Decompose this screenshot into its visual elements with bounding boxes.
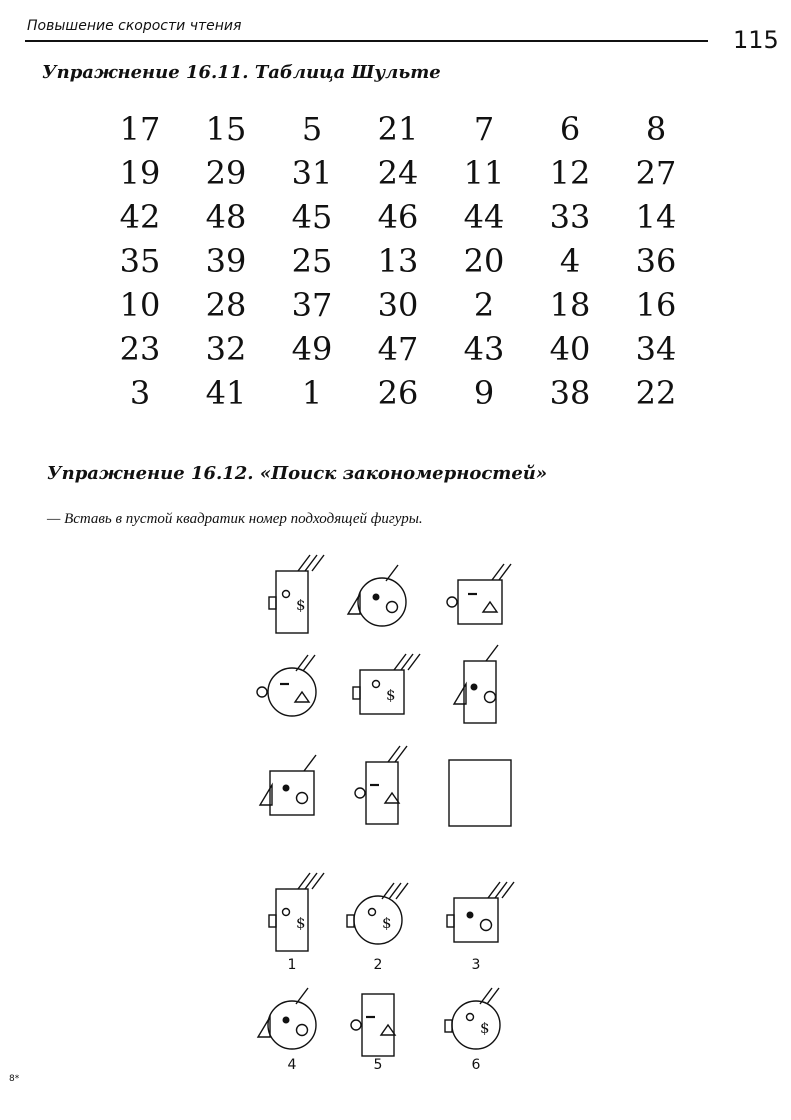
answer-figure — [258, 988, 316, 1049]
schulte-cell: 6 — [559, 110, 581, 148]
schulte-cell: 8 — [645, 110, 667, 148]
running-title: Повышение скорости чтения — [27, 18, 242, 34]
schulte-cell: 14 — [635, 198, 677, 236]
schulte-cell: 49 — [291, 330, 333, 368]
schulte-cell: 20 — [463, 242, 505, 280]
answer-number: 5 — [373, 1057, 383, 1073]
schulte-cell: 43 — [463, 330, 505, 368]
schulte-cell: 24 — [377, 154, 419, 192]
schulte-cell: 10 — [119, 286, 161, 324]
schulte-cell: 13 — [377, 242, 419, 280]
schulte-cell: 16 — [635, 286, 677, 324]
empty-answer-box — [449, 760, 511, 826]
schulte-cell: 30 — [377, 286, 419, 324]
schulte-cell: 9 — [473, 374, 495, 412]
schulte-cell: 19 — [119, 154, 161, 192]
answer-number: 3 — [471, 957, 481, 973]
schulte-cell: 23 — [119, 330, 161, 368]
puzzle-figure — [454, 645, 498, 723]
schulte-cell: 41 — [205, 374, 247, 412]
schulte-cell: 40 — [549, 330, 591, 368]
schulte-cell: 35 — [119, 242, 161, 280]
dollar-glyph: $ — [382, 914, 392, 932]
schulte-cell: 7 — [473, 110, 495, 148]
schulte-cell: 29 — [205, 154, 247, 192]
signature-mark: 8* — [9, 1074, 20, 1084]
schulte-cell: 45 — [291, 198, 333, 236]
schulte-cell: 33 — [549, 198, 591, 236]
schulte-cell: 37 — [291, 286, 333, 324]
answer-figure — [351, 994, 395, 1056]
schulte-cell: 2 — [473, 286, 495, 324]
schulte-cell: 18 — [549, 286, 591, 324]
schulte-cell: 25 — [291, 242, 333, 280]
page-number: 115 — [733, 26, 779, 54]
answer-figure — [445, 988, 500, 1049]
answer-number: 2 — [373, 957, 383, 973]
exercise-16-12-title: Упражнение 16.12. «Поиск закономерностей» — [47, 463, 548, 484]
schulte-cell: 22 — [635, 374, 677, 412]
schulte-cell: 32 — [205, 330, 247, 368]
dollar-glyph: $ — [296, 914, 306, 932]
schulte-cell: 26 — [377, 374, 419, 412]
answer-number: 1 — [287, 957, 297, 973]
puzzle-figure — [355, 746, 407, 824]
schulte-cell: 17 — [119, 110, 161, 148]
answer-figure — [269, 873, 324, 951]
dollar-glyph: $ — [296, 596, 306, 614]
exercise-instruction: — Вставь в пустой квадратик номер подходящей фигуры. — [47, 511, 423, 527]
schulte-cell: 3 — [129, 374, 151, 412]
puzzle-figure — [447, 564, 511, 624]
answer-number: 6 — [471, 1057, 481, 1073]
exercise-16-11-title: Упражнение 16.11. Таблица Шульте — [42, 62, 441, 83]
schulte-cell: 12 — [549, 154, 591, 192]
puzzle-figure — [257, 655, 316, 716]
schulte-cell: 47 — [377, 330, 419, 368]
schulte-cell: 46 — [377, 198, 419, 236]
schulte-cell: 34 — [635, 330, 677, 368]
answer-figure — [347, 883, 408, 944]
schulte-cell: 5 — [301, 110, 323, 148]
schulte-cell: 1 — [301, 374, 323, 412]
puzzle-figure — [353, 654, 420, 714]
puzzle-figure — [449, 760, 511, 826]
schulte-cell: 27 — [635, 154, 677, 192]
puzzle-figure — [348, 565, 406, 626]
puzzle-figure — [260, 755, 316, 815]
schulte-cell: 38 — [549, 374, 591, 412]
dollar-glyph: $ — [386, 686, 396, 704]
puzzle-figure — [269, 555, 324, 633]
schulte-cell: 11 — [463, 154, 505, 192]
dollar-glyph: $ — [480, 1019, 490, 1037]
schulte-cell: 15 — [205, 110, 247, 148]
schulte-cell: 28 — [205, 286, 247, 324]
answer-number: 4 — [287, 1057, 297, 1073]
schulte-cell: 31 — [291, 154, 333, 192]
schulte-cell: 44 — [463, 198, 505, 236]
schulte-cell: 48 — [205, 198, 247, 236]
schulte-cell: 42 — [119, 198, 161, 236]
schulte-cell: 39 — [205, 242, 247, 280]
schulte-cell: 21 — [377, 110, 419, 148]
schulte-cell: 36 — [635, 242, 677, 280]
answer-figure — [447, 882, 514, 942]
schulte-cell: 4 — [559, 242, 581, 280]
